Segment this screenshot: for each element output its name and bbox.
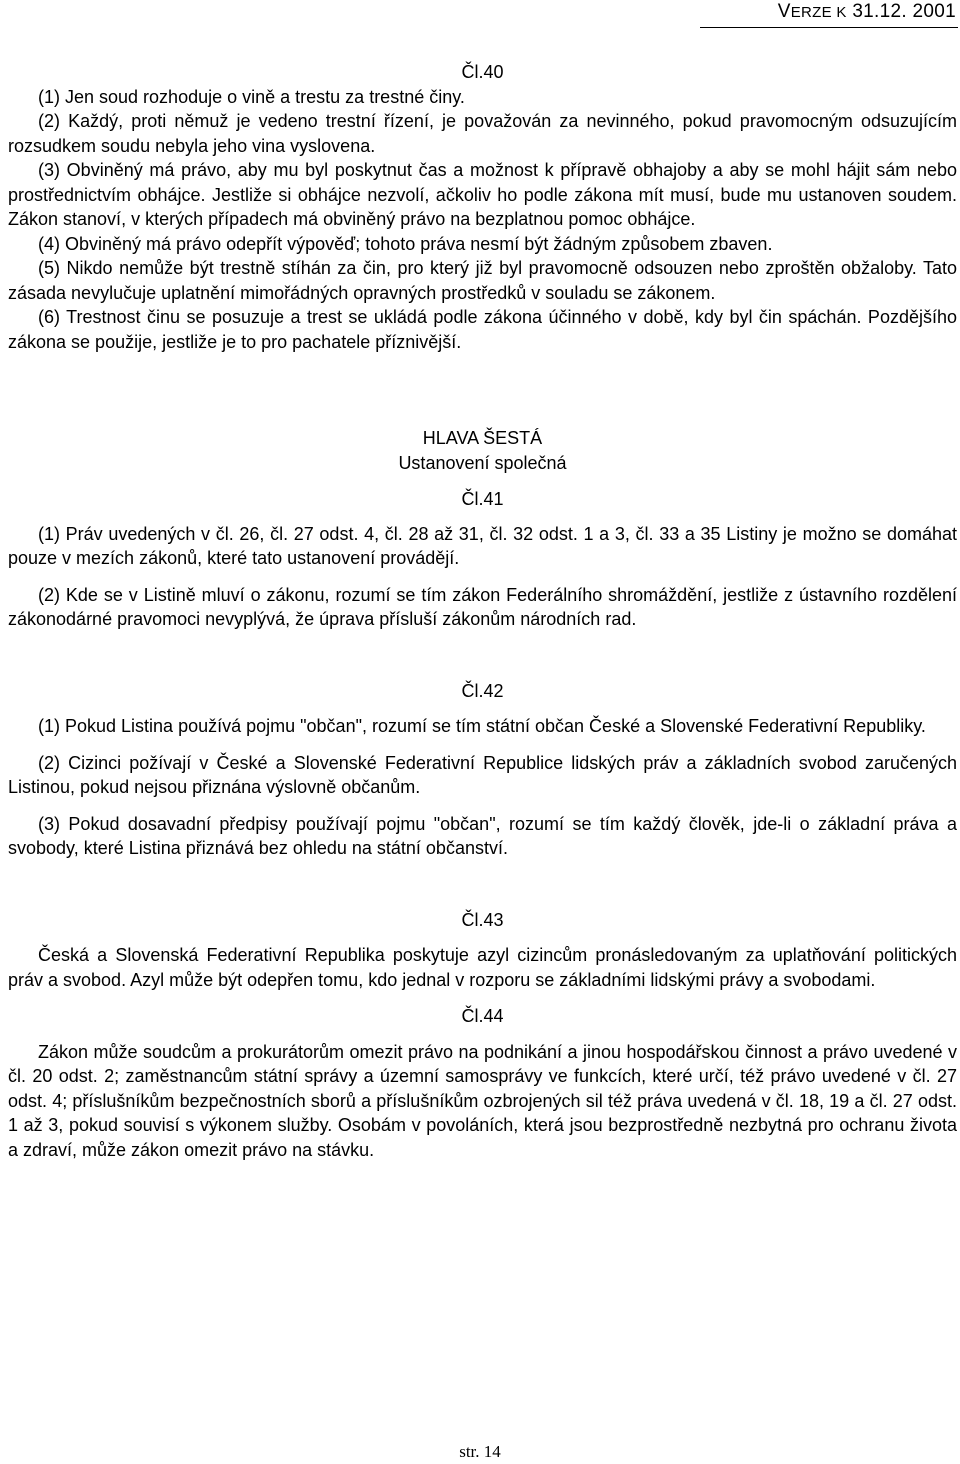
version-date: 31.12. 2001 — [846, 1, 956, 22]
article-44 — [8, 1004, 957, 1162]
header-rule — [700, 27, 958, 28]
version-header — [778, 0, 956, 24]
paragraph: (3) Obviněný má právo, aby mu byl poskytnut čas a možnost k přípravě obhajoby a aby se mohl hájit sám nebo prostřednictvím obhájce. Jestliže si obhájce nezvolí, ačkoliv ho podle zákona mít musí, bude mu ustanoven soudem. Zákon stanoví, v kterých případech má obviněný právo na bezplatnou pomoc obhájce. — [8, 160, 957, 229]
article-41 — [8, 487, 957, 632]
paragraph: (5) Nikdo nemůže být trestně stíhán za čin, pro který již byl pravomocně odsouzen nebo zproštěn obžaloby. Tato zásada nevylučuje uplatnění mimořádných opravných prostředků v souladu se zákonem. — [8, 258, 957, 303]
article-heading: Čl.44 — [461, 1006, 504, 1026]
article-40 — [8, 60, 957, 354]
paragraph: (4) Obviněný má právo odepřít výpověď; tohoto práva nesmí být žádným způsobem zbaven. — [38, 233, 773, 254]
paragraph: (2) Kde se v Listině mluví o zákonu, rozumí se tím zákon Federálního shromáždění, jestliže z ústavního rozdělení zákonodárné pravomoci nevyplývá, že úprava přísluší zákonům národních rad. — [8, 584, 957, 629]
article-heading: Čl.42 — [461, 680, 504, 701]
article-heading: Čl.43 — [461, 909, 504, 930]
paragraph: (1) Práv uvedených v čl. 26, čl. 27 odst. 4, čl. 28 až 31, čl. 32 odst. 1 a 3, čl. 33 a 35 Listiny je možno se domáhat pouze v mezích zákonů, které tato ustanovení provádějí. — [8, 523, 957, 568]
version-letter: V — [777, 1, 791, 22]
chapter-header — [8, 426, 957, 475]
article-heading: Čl.41 — [461, 489, 504, 509]
chapter-subtitle: Ustanovení společná — [398, 452, 567, 473]
paragraph: (3) Pokud dosavadní předpisy používají pojmu "občan", rozumí se tím každý člověk, jde-li o základní práva a svobody, které Listina přiznává bez ohledu na státní občanství. — [8, 813, 957, 858]
paragraph: Česká a Slovenská Federativní Republika poskytuje azyl cizincům pronásledovaným za uplatňování politických práv a svobod. Azyl může být odepřen tomu, kdo jednal v rozporu se základními lidskými právy a svobodami. — [8, 945, 957, 990]
paragraph: (1) Jen soud rozhoduje o vině a trestu za trestné činy. — [38, 86, 465, 107]
article-heading: Čl.40 — [461, 62, 504, 82]
document-body — [8, 60, 957, 1162]
version-word: ERZE K — [790, 4, 847, 21]
paragraph: (6) Trestnost činu se posuzuje a trest se ukládá podle zákona účinného v době, kdy byl čin spáchán. Pozdějšího zákona se použije, jestliže je to pro pachatele příznivější. — [8, 307, 957, 352]
page-number: str. 14 — [459, 1442, 501, 1461]
article-42 — [8, 679, 957, 861]
paragraph: (1) Pokud Listina používá pojmu "občan", rozumí se tím státní občan České a Slovenské Federativní Republiky. — [38, 716, 926, 736]
paragraph: Zákon může soudcům a prokurátorům omezit právo na podnikání a jinou hospodářskou činnost a právo uvedené v čl. 20 odst. 2; zaměstnancům státní správy a územní samosprávy ve funkcích, které určí, též právo uvedené v čl. 27 odst. 4; příslušníkům bezpečnostních sborů a příslušníkům ozbrojených sil též práva uvedená v čl. 18, 19 a čl. 27 odst. 1 až 3, pokud souvisí s výkonem služby. Osobám v povoláních, která jsou bezprostředně nezbytná pro ochranu života a zdraví, může zákon omezit právo na stávku. — [8, 1041, 957, 1160]
paragraph: (2) Cizinci požívají v České a Slovenské Federativní Republice lidských práv a základních svobod zaručených Listinou, pokud nejsou přiznána výslovně občanům. — [8, 752, 957, 797]
article-43 — [8, 908, 957, 993]
chapter-title: HLAVA ŠESTÁ — [422, 428, 543, 448]
paragraph: (2) Každý, proti němuž je vedeno trestní řízení, je považován za nevinného, pokud pravomocným odsuzujícím rozsudkem soudu nebyla jeho vina vyslovena. — [8, 111, 957, 156]
